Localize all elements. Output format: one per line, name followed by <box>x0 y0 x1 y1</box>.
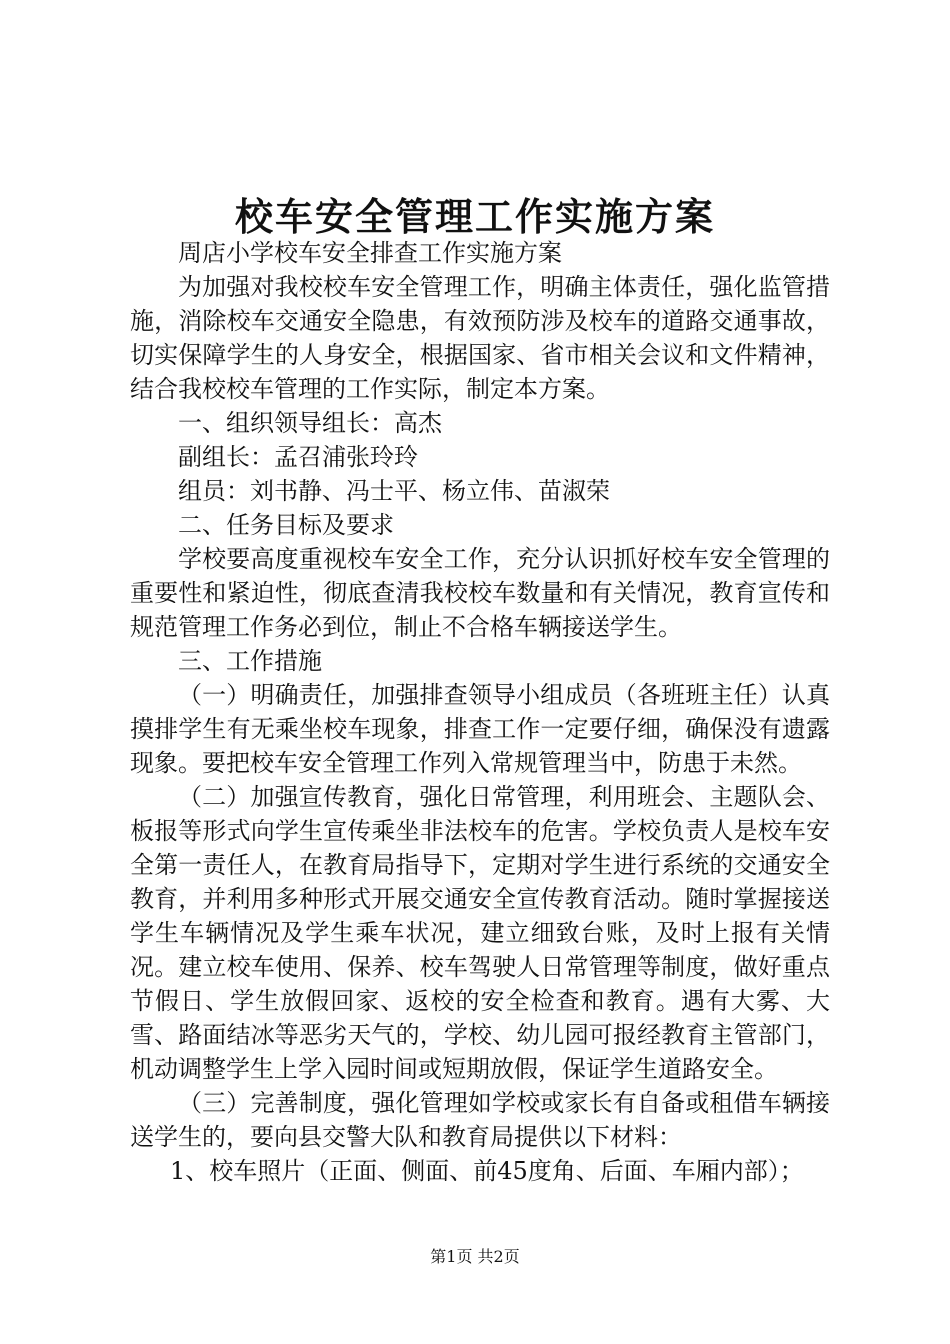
paragraph: 1、校车照片（正面、侧面、前45度角、后面、车厢内部）； <box>170 1157 804 1185</box>
paragraph: 学校要高度重视校车安全工作，充分认识抓好校车安全管理的重要性和紧迫性，彻底查清我校校车数量和有关情况，教育宣传和规范管理工作务必到位，制止不合格车辆接送学生。 <box>130 545 830 641</box>
document-body <box>130 236 830 1188</box>
paragraph: （二）加强宣传教育，强化日常管理，利用班会、主题队会、板报等形式向学生宣传乘坐非法校车的危害。学校负责人是校车安全第一责任人，在教育局指导下，定期对学生进行系统的交通安全教育，并利用多种形式开展交通安全宣传教育活动。随时掌握接送学生车辆情况及学生乘车状况，建立细致台账，及时上报有关情况。建立校车使用、保养、校车驾驶人日常管理等制度，做好重点节假日、学生放假回家、返校的安全检查和教育。遇有大雾、大雪、路面结冰等恶劣天气的，学校、幼儿园可报经教育主管部门，机动调整学生上学入园时间或短期放假，保证学生道路安全。 <box>130 783 830 1083</box>
paragraph: 二、任务目标及要求 <box>178 511 394 539</box>
subtitle: 周店小学校车安全排查工作实施方案 <box>178 239 562 267</box>
paragraph: 为加强对我校校车安全管理工作，明确主体责任，强化监管措施，消除校车交通安全隐患，有效预防涉及校车的道路交通事故，切实保障学生的人身安全，根据国家、省市相关会议和文件精神，结合我校校车管理的工作实际，制定本方案。 <box>130 273 830 403</box>
paragraph: （三）完善制度，强化管理如学校或家长有自备或租借车辆接送学生的，要向县交警大队和教育局提供以下材料： <box>130 1089 830 1151</box>
paragraph: 三、工作措施 <box>178 647 322 675</box>
document-title: 校车安全管理工作实施方案 <box>234 194 715 239</box>
paragraph: 一、组织领导组长：高杰 <box>178 409 442 437</box>
page-footer: 第1页 共2页 <box>430 1247 520 1266</box>
paragraph: 副组长：孟召浦张玲玲 <box>178 443 418 471</box>
paragraph: （一）明确责任，加强排查领导小组成员（各班班主任）认真摸排学生有无乘坐校车现象，排查工作一定要仔细，确保没有遗露现象。要把校车安全管理工作列入常规管理当中，防患于未然。 <box>130 681 830 777</box>
paragraph: 组员：刘书静、冯士平、杨立伟、苗淑荣 <box>178 477 610 505</box>
